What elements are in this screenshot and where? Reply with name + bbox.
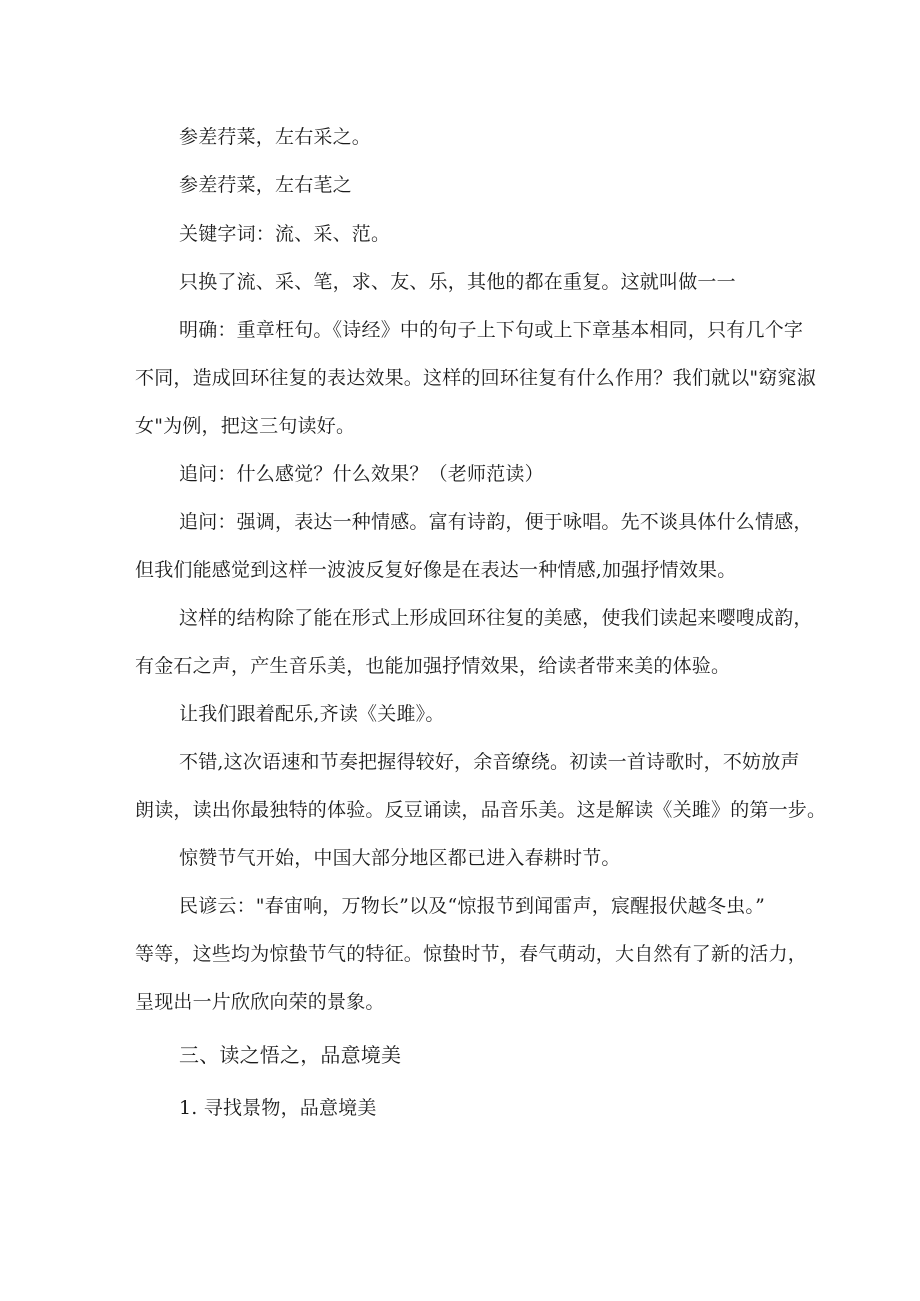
text-line-1: 参差荇菜，左右采之。 xyxy=(179,126,372,148)
text-line-9: 追问：强调，表达一种情感。富有诗韵，便于咏唱。先不谈具体什么情感， xyxy=(179,511,813,533)
text-line-11: 这样的结构除了能在形式上形成回环往复的美感，使我们读起来嘤嗖成韵， xyxy=(179,607,813,629)
text-line-19: 呈现出一片欣欣向荣的景象。 xyxy=(135,991,385,1013)
text-line-15: 朗读，读出你最独特的体验。反豆诵读，品音乐美。这是解读《关雎》的第一步。 xyxy=(135,799,827,821)
text-line-18: 等等，这些均为惊蛰节气的特征。惊蛰时节，春气萌动，大自然有了新的活力， xyxy=(135,943,808,965)
text-line-5: 明确：重章枉句。《诗经》中的句子上下句或上下章基本相同，只有几个字 xyxy=(179,319,804,341)
text-line-6: 不同，造成回环往复的表达效果。这样的回环往复有什么作用？我们就以"窈窕淑 xyxy=(135,367,816,389)
text-line-4: 只换了流、采、笔，求、友、乐，其他的都在重复。这就叫做一一 xyxy=(179,271,736,293)
text-line-14: 不错,这次语速和节奏把握得较好，余音缭绕。初读一首诗歌时，不妨放声 xyxy=(179,751,800,773)
text-line-10: 但我们能感觉到这样一波波反复好像是在表达一种情感,加强抒情效果。 xyxy=(135,559,737,581)
text-line-16: 惊赞节气开始，中国大部分地区都已进入春耕时节。 xyxy=(179,847,621,869)
text-line-3: 关键字词：流、采、范。 xyxy=(179,223,391,245)
sub-heading: 1. 寻找景物，品意境美 xyxy=(179,1097,377,1119)
text-line-17: 民谚云："春宙响，万物长”以及“惊报节到闻雷声，宸醒报伏越冬虫。” xyxy=(179,895,765,917)
text-line-8: 追问：什么感觉？什么效果？（老师范读） xyxy=(179,463,544,485)
section-heading: 三、读之悟之，品意境美 xyxy=(179,1043,402,1067)
text-line-2: 参差荇菜，左右芼之 xyxy=(179,174,352,196)
text-line-12: 有金石之声，产生音乐美，也能加强抒情效果，给读者带来美的体验。 xyxy=(135,655,731,677)
text-line-13: 让我们跟着配乐,齐读《关雎》。 xyxy=(179,703,445,725)
text-line-7: 女"为例，把这三句读好。 xyxy=(135,415,356,437)
